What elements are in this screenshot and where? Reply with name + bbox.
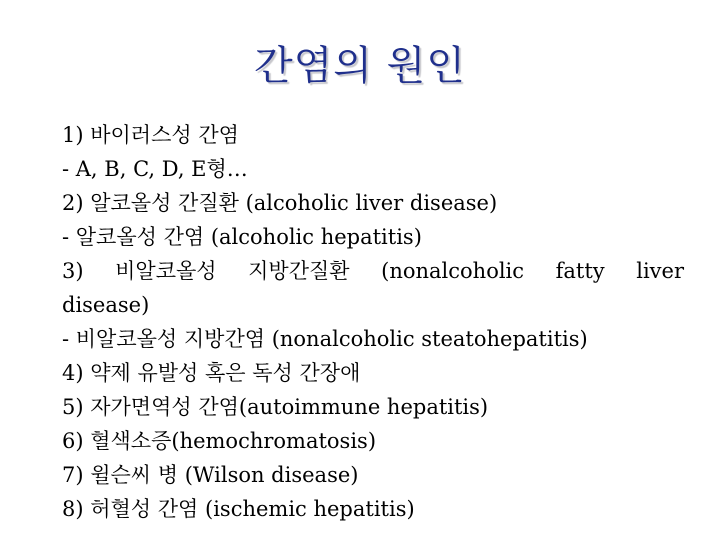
- body-line: 2) 알코올성 간질환 (alcoholic liver disease): [62, 191, 498, 215]
- body-line: 4) 약제 유발성 혹은 독성 간장애: [62, 361, 361, 385]
- body-line: - A, B, C, D, E형…: [62, 157, 248, 181]
- body-line: - 비알코올성 지방간염 (nonalcoholic steatohepatitis): [62, 327, 588, 351]
- body-line: 1) 바이러스성 간염: [62, 123, 239, 147]
- body-line: disease): [62, 293, 150, 317]
- body-line: 7) 윌슨씨 병 (Wilson disease): [62, 463, 359, 487]
- body-line: 3) 비알코올성 지방간질환 (nonalcoholic fatty liver: [62, 259, 684, 283]
- slide-body: [62, 118, 684, 521]
- body-line: 5) 자가면역성 간염(autoimmune hepatitis): [62, 395, 489, 419]
- slide-title: 간염의 원인: [254, 43, 466, 89]
- body-line: 6) 혈색소증(hemochromatosis): [62, 429, 377, 453]
- body-line: 8) 허혈성 간염 (ischemic hepatitis): [62, 497, 415, 521]
- body-line: - 알코올성 간염 (alcoholic hepatitis): [62, 225, 422, 249]
